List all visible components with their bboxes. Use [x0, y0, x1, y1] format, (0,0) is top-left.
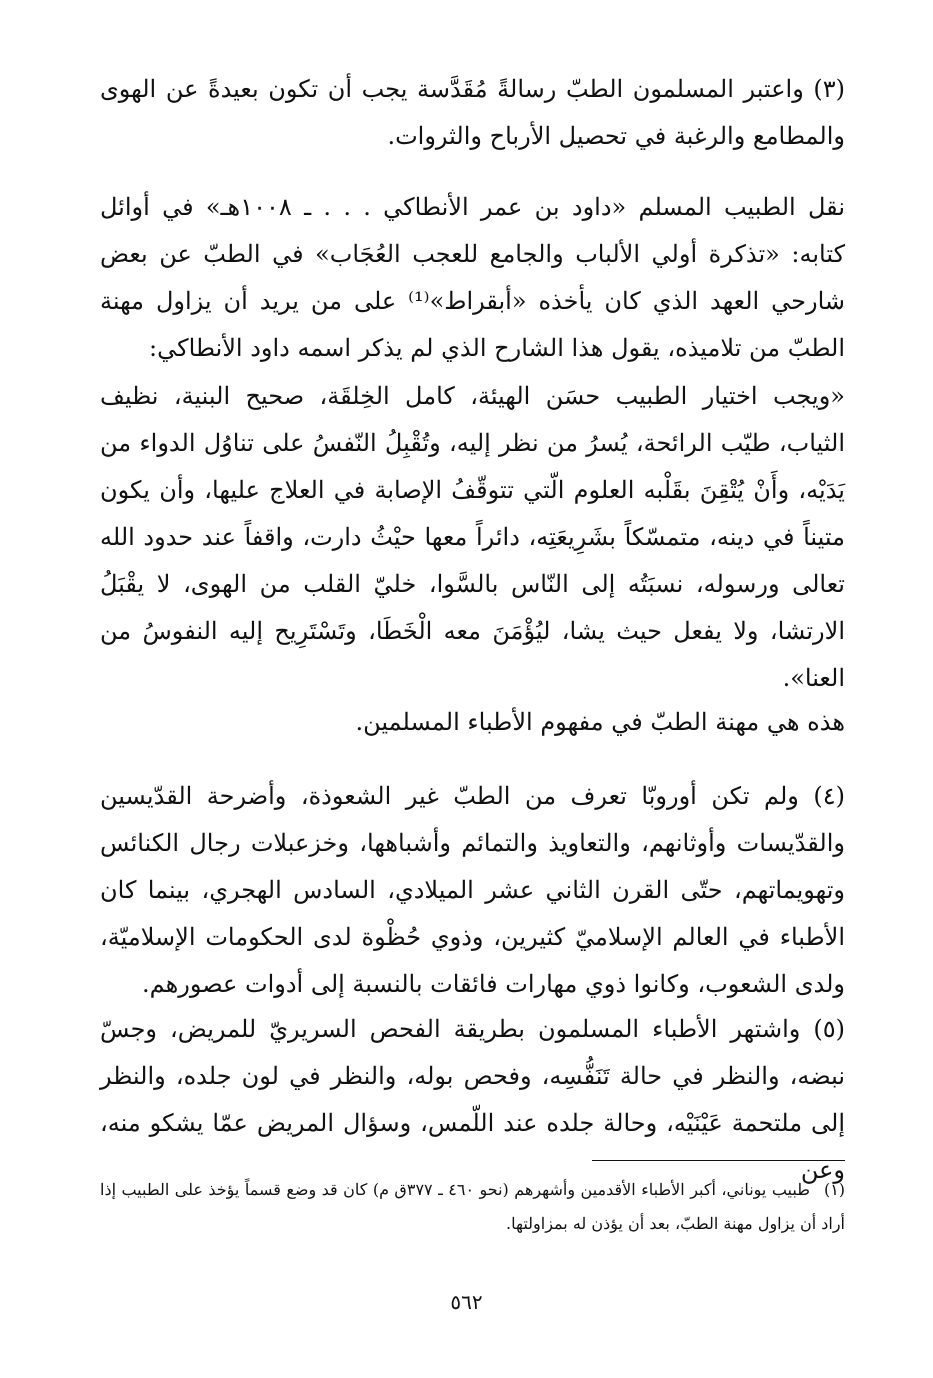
paragraph-3-text: (٣) واعتبر المسلمون الطبّ رسالةً مُقَدَّسة يجب أن تكون بعيدةً عن الهوى والمطامع والرغبة في تحصيل الأرباح والثروات. [100, 75, 845, 150]
paragraph-5-text: (٥) واشتهر الأطباء المسلمون بطريقة الفحص السريريّ للمريض، وجسّ نبضه، والنظر في حالة تَنَفُّسِه، وفحص بوله، والنظر في لون جلده، والنظر إلى ملتحمة عَيْنَيْه، وحالة جلده عند اللّمس، وسؤال المريض عمّا يشكو منه، وعن [100, 1015, 845, 1184]
paragraph-daud-antaki [100, 184, 845, 372]
paragraph-4 [100, 773, 845, 1008]
summary-line [100, 699, 845, 746]
footnote-text: طبيب يوناني، أكبر الأطباء الأقدمين وأشهرهم (نحو ٤٦٠ ـ ٣٧٧ق م) كان قد وضع قسماً يؤخذ على الطبيب إذا أراد أن يزاول مهنة الطبّ، بعد أن يؤذن له بمزاولتها. [100, 1180, 845, 1233]
footnote-number: (١) [823, 1180, 846, 1199]
quoted-passage [100, 373, 845, 702]
paragraph-4-text: (٤) ولم تكن أوروبّا تعرف من الطبّ غير الشعوذة، وأضرحة القدّيسين والقدّيسات وأوثانهم، والتعاويذ والتمائم وأشباهها، وخزعبلات رجال الكنائس وتهويماتهم، حتّى القرن الثاني عشر الميلادي، السادس الهجري، بينما كان الأطباء في العالم الإسلاميّ كثيرين، وذوي حُظْوة لدى الحكومات الإسلاميّة، ولدى الشعوب، وكانوا ذوي مهارات فائقات بالنسبة إلى أدوات عصورهم. [100, 782, 846, 998]
footnote-divider [592, 1160, 845, 1161]
page-number: ٥٦٢ [450, 1290, 483, 1314]
paragraph-5 [100, 1006, 845, 1194]
footnote [100, 1173, 845, 1241]
paragraph-3 [100, 66, 845, 160]
paragraph-daud-antaki-text: نقل الطبيب المسلم «داود بن عمر الأنطاكي . . . ـ ١٠٠٨هـ» في أوائل كتابه: «تذكرة أولي الألباب والجامع للعجب العُجَاب» في الطبّ عن بعض شارحي العهد الذي كان يأخذه «أبقراط»⁽¹⁾ على من يريد أن يزاول مهنة الطبّ من تلاميذه، يقول هذا الشارح الذي لم يذكر اسمه داود الأنطاكي: [100, 193, 846, 362]
quoted-passage-text: «ويجب اختيار الطبيب حسَن الهيئة، كامل الخِلقَة، صحيح البنية، نظيف الثياب، طيّب الرائحة، يُسرُ من نظر إليه، وتُقْبِلُ النّفسُ على تناوُل الدواء من يَدَيْه، وأَنْ يُتْقِنَ بقَلْبه العلوم الّتي تتوقّفُ الإصابة في العلاج عليها، وأن يكون متيناً في دينه، متمسّكاً بشَرِيعَتِه، دائراً معها حيْثُ دارت، واقفاً عند حدود الله تعالى ورسوله، نسبَتُه إلى النّاس بالسَّوا، خليّ القلب من الهوى، لا يقْبَلُ الارتشا، ولا يفعل حيث يشا، ليُؤْمَنَ معه الْخَطَا، وتَسْتَرِيح إليه النفوسُ من العنا». [100, 382, 845, 692]
summary-line-text: هذه هي مهنة الطبّ في مفهوم الأطباء المسلمين. [355, 708, 845, 736]
